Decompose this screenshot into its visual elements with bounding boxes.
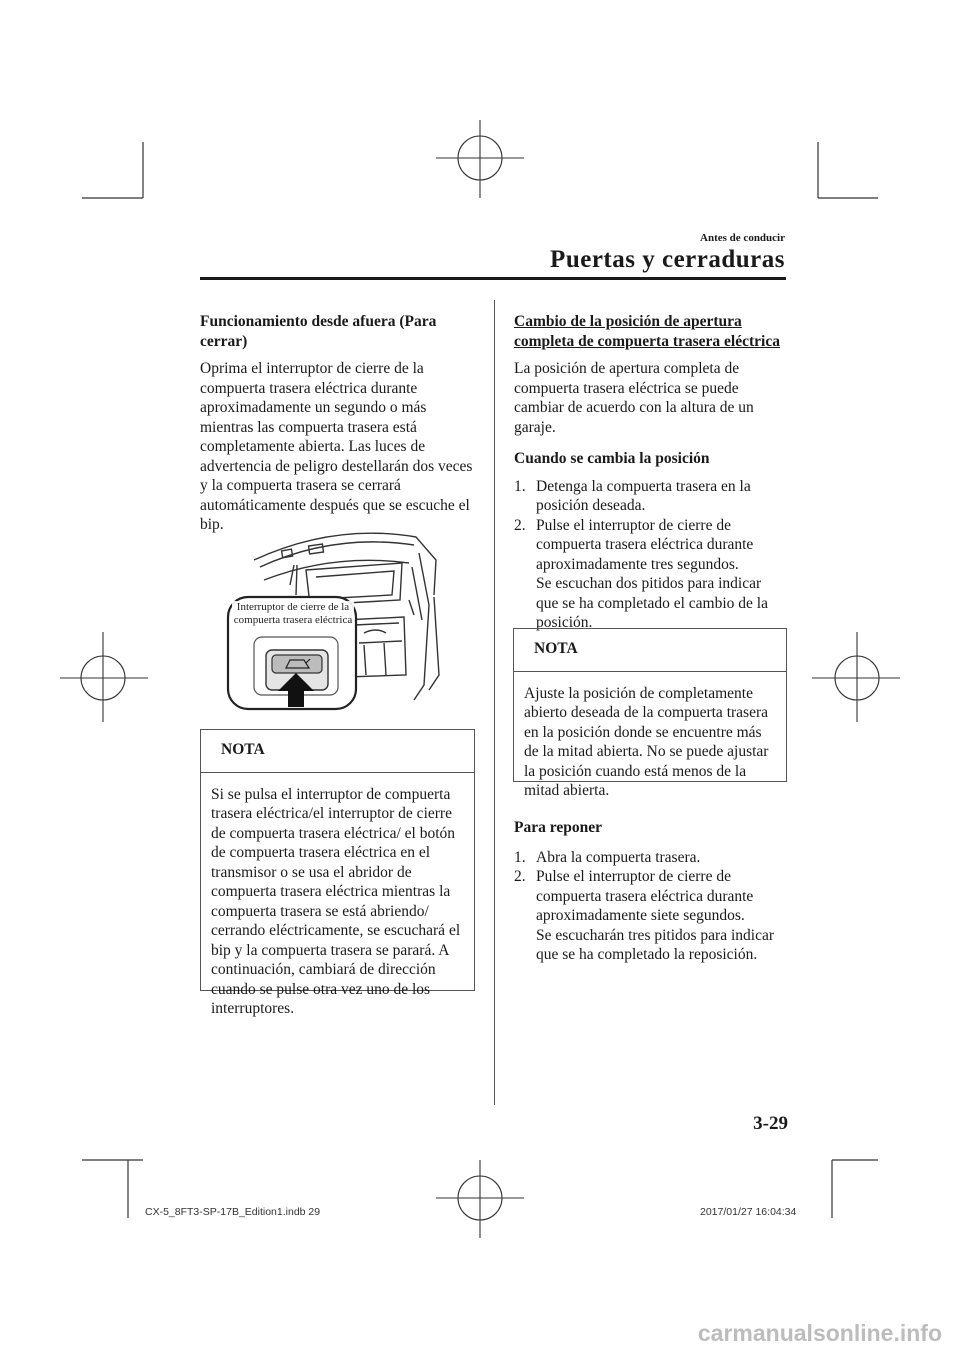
section-title: Puertas y cerraduras	[550, 246, 785, 273]
column-divider	[494, 300, 495, 1105]
watermark: carmanualsonline.info	[697, 1320, 942, 1346]
right-intro: La posición de apertura completa de compuerta trasera eléctrica se puede cambiar de acuerdo con la altura de un garaje.	[514, 360, 754, 436]
figure-label-line1: Interruptor de cierre de la	[236, 601, 350, 613]
step-number: 1.	[514, 848, 526, 866]
left-column	[200, 312, 475, 535]
list-item	[514, 848, 786, 868]
right-note-divider	[514, 671, 786, 672]
page-number: 3-29	[753, 1113, 788, 1134]
registration-mark-left	[60, 632, 148, 722]
header-rule	[200, 277, 786, 280]
right-subhead-2: Para reponer	[514, 819, 602, 836]
step-text: Pulse el interruptor de cierre de compuerta trasera eléctrica durante aproximadamente siete segundos.	[536, 868, 754, 924]
right-title: Cambio de la posición de apertura completa de compuerta trasera eléctrica	[514, 313, 780, 350]
right-column-lower	[514, 818, 786, 965]
left-note-divider	[201, 772, 474, 773]
left-paragraph: Oprima el interruptor de cierre de la compuerta trasera eléctrica durante aproximadamente un segundo o más mientras las compuerta trasera está completamente abierta. Las luces de advertencia de peligro destellarán dos veces y la compuerta trasera se cerrará automáticamente después que se escuche el bip.	[200, 360, 473, 533]
list-item-continuation	[514, 926, 786, 965]
registration-mark-top	[436, 120, 524, 198]
step-number: 2.	[514, 516, 526, 534]
list-item	[514, 516, 786, 575]
right-note	[513, 628, 787, 799]
step-text: Abra la compuerta trasera.	[536, 848, 701, 866]
step-number: 1.	[514, 477, 526, 495]
right-note-text: Ajuste la posición de completamente abierto deseada de la compuerta trasera en la posición donde se encuentre más de la mitad abierta. No se puede ajustar la posición cuando está menos de la mitad abierta.	[524, 684, 769, 799]
left-note-text: Si se pulsa el interruptor de compuerta trasera eléctrica/el interruptor de cierre de compuerta trasera eléctrica/ el botón de compuerta trasera eléctrica en el transmisor o se usa el abridor de compuerta trasera eléctrica mientras la compuerta trasera se está abriendo/ cerrando eléctricamente, se escuchará el bip y la compuerta trasera se parará. A continuación, cambiará de dirección cuando se pulse otra vez uno de los interruptores.	[211, 785, 461, 1017]
footer-file: CX-5_8FT3-SP-17B_Edition1.indb 29	[145, 1206, 321, 1218]
step-text: Detenga la compuerta trasera en la posición deseada.	[536, 477, 751, 514]
tailgate-figure	[224, 525, 454, 715]
step-extra-text: Se escuchan dos pitidos para indicar que se ha completado el cambio de la posición.	[536, 575, 768, 631]
left-note-title: NOTA	[221, 741, 265, 758]
left-note	[200, 729, 475, 1017]
step-number: 2.	[514, 868, 526, 885]
list-item	[514, 477, 786, 516]
list-item-continuation	[514, 574, 786, 633]
step-text: Pulse el interruptor de cierre de compuerta trasera eléctrica durante aproximadamente tres segundos.	[536, 516, 754, 573]
registration-mark-bottom	[436, 1160, 524, 1238]
chapter-title: Antes de conducir	[700, 232, 785, 244]
step-extra-text: Se escucharán tres pitidos para indicar que se ha completado la reposición.	[536, 926, 775, 963]
steps-change-position	[514, 477, 786, 633]
steps-reset	[514, 848, 786, 965]
list-item	[514, 867, 786, 926]
figure-label-line2: compuerta trasera eléctrica	[233, 614, 353, 626]
right-note-title: NOTA	[534, 640, 578, 657]
figure-callout-label	[232, 601, 354, 627]
right-subhead-1: Cuando se cambia la posición	[514, 450, 710, 467]
footer-datetime: 2017/01/27 16:04:34	[700, 1206, 797, 1218]
registration-mark-right	[812, 632, 900, 722]
left-heading: Funcionamiento desde afuera (Para cerrar)	[200, 313, 437, 350]
right-column	[514, 312, 786, 633]
